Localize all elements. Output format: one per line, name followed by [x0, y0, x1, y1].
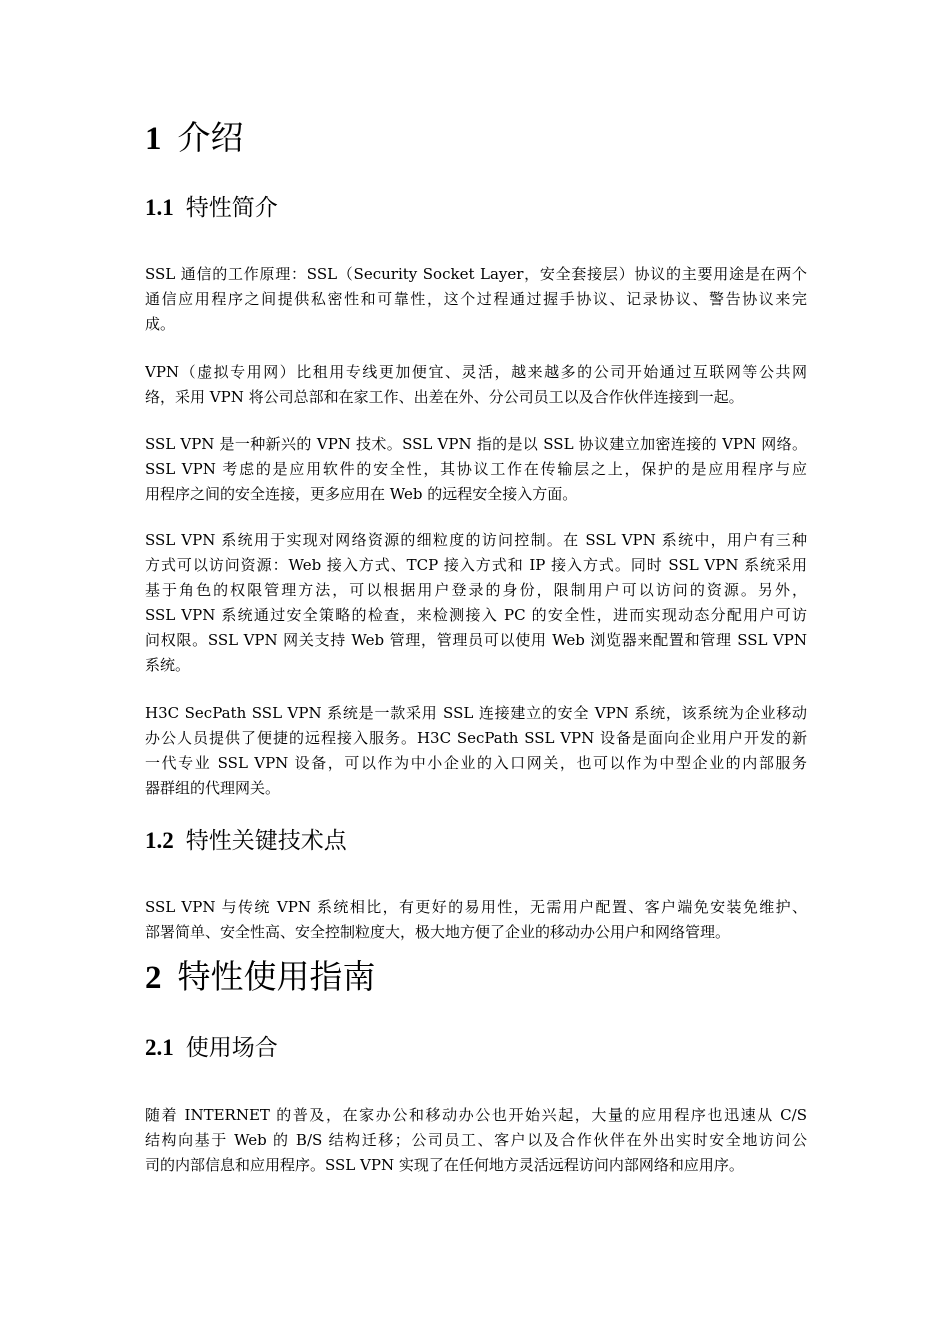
paragraph-line: 络，采用 VPN 将公司总部和在家工作、出差在外、分公司员工以及合作伙伴连接到一起。	[145, 388, 744, 406]
paragraph	[145, 895, 807, 945]
paragraph-line: 用程序之间的安全连接，更多应用在 Web 的远程安全接入方面。	[145, 485, 578, 503]
paragraph	[145, 360, 807, 410]
subsection-title: 特性简介	[185, 195, 278, 221]
paragraph-line: SSL VPN 考虑的是应用软件的安全性，其协议工作在传输层之上，保护的是应用程序与应	[145, 460, 807, 478]
subsection-number: 1.1	[145, 195, 174, 220]
paragraph-line: 通信应用程序之间提供私密性和可靠性，这个过程通过握手协议、记录协议、警告协议来完	[145, 290, 807, 308]
paragraph-line: 方式可以访问资源：Web 接入方式、TCP 接入方式和 IP 接入方式。同时 SSL VPN 系统采用	[145, 556, 807, 574]
paragraph-line: SSL VPN 与传统 VPN 系统相比，有更好的易用性，无需用户配置、客户端免安装免维护、	[145, 898, 807, 916]
subsection-title: 使用场合	[185, 1035, 278, 1061]
paragraph-line: 结构向基于 Web 的 B/S 结构迁移；公司员工、客户以及合作伙伴在外出实时安全地访问公	[145, 1131, 807, 1149]
paragraph-line: 随着 INTERNET 的普及，在家办公和移动办公也开始兴起，大量的应用程序也迅速从 C/S	[145, 1106, 807, 1124]
paragraph-line: 器群组的代理网关。	[145, 779, 281, 797]
subsection-title: 特性关键技术点	[185, 828, 347, 854]
section-number: 2	[145, 960, 162, 996]
paragraph	[145, 1103, 807, 1178]
paragraph-line: 系统。	[145, 656, 191, 674]
paragraph-line: SSL VPN 是一种新兴的 VPN 技术。SSL VPN 指的是以 SSL 协议建立加密连接的 VPN 网络。	[145, 435, 807, 453]
subsection-1-1-heading	[145, 193, 278, 223]
subsection-number: 2.1	[145, 1035, 174, 1060]
paragraph-line: 一代专业 SSL VPN 设备，可以作为中小企业的入口网关，也可以作为中型企业的内部服务	[145, 754, 807, 772]
section-title: 介绍	[177, 118, 244, 157]
subsection-1-2-heading	[145, 826, 347, 856]
paragraph-line: H3C SecPath SSL VPN 系统是一款采用 SSL 连接建立的安全 VPN 系统，该系统为企业移动	[145, 704, 807, 722]
paragraph-line: 问权限。SSL VPN 网关支持 Web 管理，管理员可以使用 Web 浏览器来配置和管理 SSL VPN	[145, 631, 807, 649]
paragraph	[145, 528, 807, 678]
paragraph-line: 部署简单、安全性高、安全控制粒度大，极大地方便了企业的移动办公用户和网络管理。	[145, 923, 731, 941]
paragraph-line: VPN（虚拟专用网）比租用专线更加便宜、灵活，越来越多的公司开始通过互联网等公共网	[145, 363, 807, 381]
paragraph	[145, 432, 807, 507]
paragraph-line: SSL 通信的工作原理：SSL（Security Socket Layer，安全套接层）协议的主要用途是在两个	[145, 265, 807, 283]
paragraph-line: 办公人员提供了便捷的远程接入服务。H3C SecPath SSL VPN 设备是面向企业用户开发的新	[145, 729, 807, 747]
section-title: 特性使用指南	[177, 957, 376, 996]
paragraph	[145, 262, 807, 337]
paragraph-line: 司的内部信息和应用程序。SSL VPN 实现了在任何地方灵活远程访问内部网络和应用序。	[145, 1156, 744, 1174]
section-1-heading	[145, 118, 244, 159]
paragraph-line: 成。	[145, 315, 176, 333]
subsection-number: 1.2	[145, 828, 174, 853]
paragraph	[145, 701, 807, 801]
section-2-heading	[145, 957, 376, 998]
section-number: 1	[145, 121, 162, 157]
paragraph-line: SSL VPN 系统通过安全策略的检查，来检测接入 PC 的安全性，进而实现动态分配用户可访	[145, 606, 807, 624]
subsection-2-1-heading	[145, 1033, 278, 1063]
paragraph-line: 基于角色的权限管理方法，可以根据用户登录的身份，限制用户可以访问的资源。另外，	[145, 581, 807, 599]
paragraph-line: SSL VPN 系统用于实现对网络资源的细粒度的访问控制。在 SSL VPN 系统中，用户有三种	[145, 531, 807, 549]
